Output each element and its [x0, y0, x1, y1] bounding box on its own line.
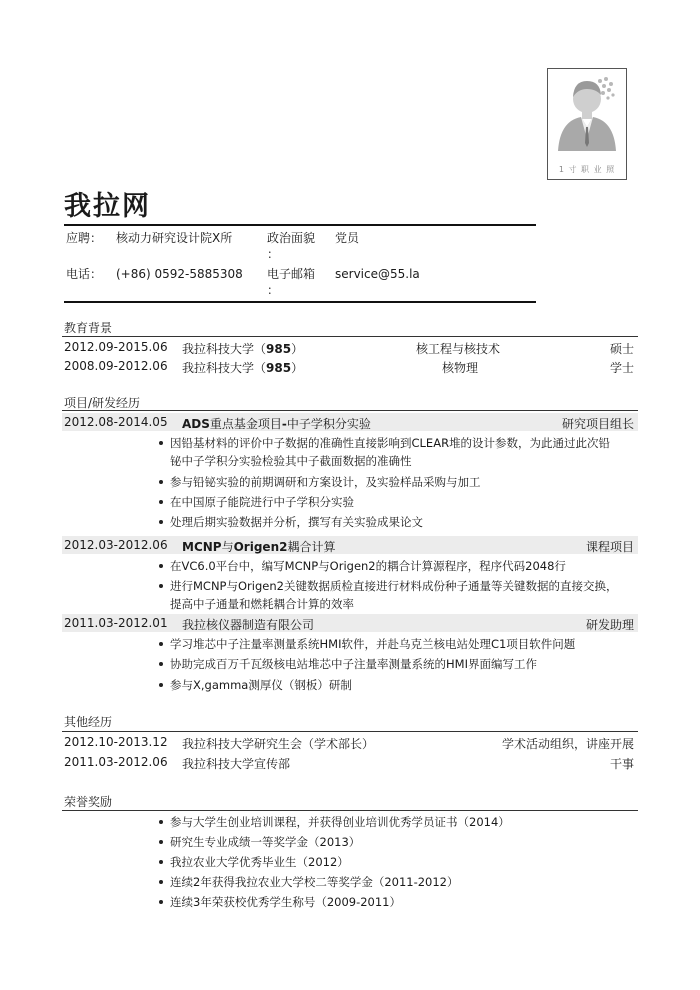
list-item: 参与大学生创业培训课程，并获得创业培训优秀学员证书（2014）: [170, 813, 635, 831]
list-item: 连续3年荣获校优秀学生称号（2009-2011）: [170, 893, 635, 911]
other-row: [62, 753, 638, 771]
education-row: [62, 338, 638, 356]
other-org: 我拉科技大学研究生会（学术部长）: [182, 737, 375, 751]
education-title: 教育背景: [64, 321, 113, 335]
edu-school: 我拉科技大学（985）: [182, 342, 304, 356]
list-item: 参与X,gamma测厚仪（钢板）研制: [170, 676, 635, 694]
other-divider: [62, 731, 638, 732]
list-item: 学习堆芯中子注量率测量系统HMI软件，并赴乌克兰核电站处理C1项目软件问题: [170, 635, 635, 653]
header-top-rule: [64, 224, 536, 226]
phone-label: 电话：: [66, 267, 103, 281]
email-value[interactable]: service@55.la: [335, 267, 420, 281]
avatar-silhouette-icon: [548, 69, 626, 179]
other-org: 我拉科技大学宣传部: [182, 757, 291, 771]
project-date: 2011.03-2012.01: [64, 616, 168, 630]
apply-label: 应聘：: [66, 231, 103, 245]
project-date: 2012.08-2014.05: [64, 415, 168, 429]
political-label: 政治面貌: [267, 231, 316, 245]
other-date: 2011.03-2012.06: [64, 755, 168, 769]
project-role: 课程项目: [585, 540, 634, 554]
email-label-colon: ：: [267, 283, 280, 297]
political-label-colon: ：: [267, 247, 280, 261]
list-item: 协助完成百万千瓦级核电站堆芯中子注量率测量系统的HMI界面编写工作: [170, 655, 635, 673]
other-date: 2012.10-2013.12: [64, 735, 168, 749]
other-title: 其他经历: [64, 715, 113, 729]
list-item: 我拉农业大学优秀毕业生（2012）: [170, 853, 635, 871]
phone-value: (+86) 0592-5885308: [116, 267, 243, 281]
edu-major: 核工程与核技术: [416, 342, 501, 356]
list-item-continued: 铋中子学积分实验检验其中子截面数据的准确性: [170, 454, 412, 468]
project-role: 研究项目组长: [561, 417, 634, 431]
list-item: 在VC6.0平台中，编写MCNP与Origen2的耦合计算源程序，程序代码2048行: [170, 557, 635, 575]
list-item: 参与铅铋实验的前期调研和方案设计，及实验样品采购与加工: [170, 473, 635, 491]
edu-date: 2008.09-2012.06: [64, 359, 168, 373]
edu-major: 核物理: [442, 361, 479, 375]
education-divider: [62, 336, 638, 337]
project-role: 研发助理: [585, 618, 634, 632]
edu-school: 我拉科技大学（985）: [182, 361, 304, 375]
project-name: 我拉核仪器制造有限公司: [182, 618, 315, 632]
honors-divider: [62, 810, 638, 811]
list-item: 因铅基材料的评价中子数据的准确性直接影响到CLEAR堆的设计参数，为此通过此次铅: [170, 434, 635, 452]
edu-degree: 硕士: [609, 342, 634, 356]
edu-date: 2012.09-2015.06: [64, 340, 168, 354]
list-item: 在中国原子能院进行中子学积分实验: [170, 493, 635, 511]
other-role: 干事: [609, 757, 634, 771]
list-item: 研究生专业成绩一等奖学金（2013）: [170, 833, 635, 851]
list-item-continued: 提高中子通量和燃耗耦合计算的效率: [170, 597, 354, 611]
header-bottom-rule: [64, 301, 536, 303]
email-label: 电子邮箱: [267, 267, 316, 281]
other-role: 学术活动组织，讲座开展: [501, 737, 634, 751]
project-name: ADS重点基金项目-中子学积分实验: [182, 417, 371, 431]
photo-caption: 1 寸 职 业 照: [558, 165, 616, 174]
political-value: 党员: [335, 231, 360, 245]
project-header: [62, 614, 638, 632]
profile-photo: [547, 68, 627, 180]
candidate-name: 我拉网: [64, 191, 151, 222]
list-item: 进行MCNP与Origen2关键数据质检直接进行材料成份种子通量等关键数据的直接交换，: [170, 577, 635, 595]
projects-divider: [62, 410, 638, 411]
list-item: 连续2年获得我拉农业大学校二等奖学金（2011-2012）: [170, 873, 635, 891]
projects-title: 项目/研发经历: [64, 396, 141, 410]
project-header: [62, 536, 638, 554]
list-item: 处理后期实验数据并分析，撰写有关实验成果论文: [170, 513, 635, 531]
project-name: MCNP与Origen2耦合计算: [182, 540, 336, 554]
education-row: [62, 357, 638, 375]
honors-title: 荣誉奖励: [64, 795, 113, 809]
edu-degree: 学士: [609, 361, 634, 375]
other-row: [62, 733, 638, 751]
project-header: [62, 413, 638, 431]
apply-value: 核动力研究设计院X所: [116, 231, 233, 245]
project-date: 2012.03-2012.06: [64, 538, 168, 552]
